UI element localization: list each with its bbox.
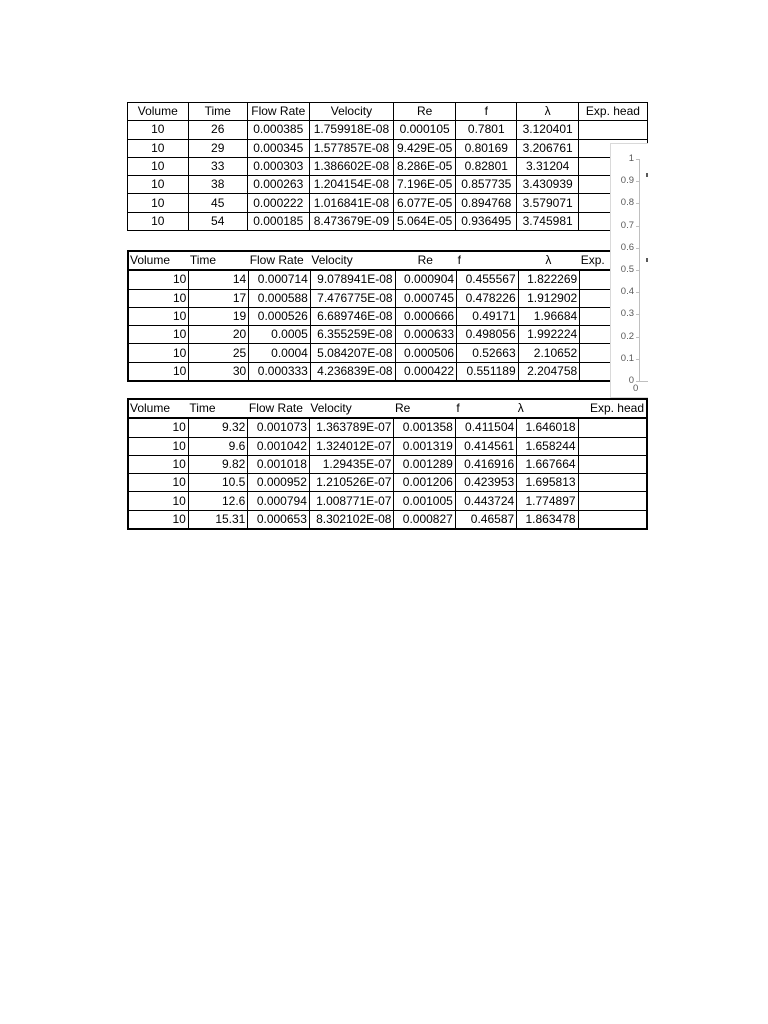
cell-flow-rate[interactable]: 0.001042 xyxy=(248,437,310,455)
header-re: Re xyxy=(394,103,456,121)
cell-flow-rate[interactable]: 0.000588 xyxy=(249,289,311,307)
header-exp-head: Exp. head xyxy=(578,399,647,418)
cell-flow-rate[interactable]: 0.000714 xyxy=(249,270,311,289)
cell-exp-head[interactable] xyxy=(578,418,647,437)
header-lambda: λ xyxy=(517,103,578,121)
y-tick-label: 0.7 xyxy=(620,219,634,231)
table-header-row xyxy=(128,251,647,270)
table-row xyxy=(128,212,648,230)
cell-lambda[interactable]: 3.745981 xyxy=(517,212,578,230)
header-re: Re xyxy=(395,251,457,270)
table-row xyxy=(128,492,647,510)
cell-lambda[interactable]: 2.10652 xyxy=(518,344,580,362)
header-lambda: λ xyxy=(518,251,580,270)
cell-flow-rate[interactable]: 0.000794 xyxy=(248,492,310,510)
cell-velocity[interactable]: 7.476775E-08 xyxy=(310,289,395,307)
y-tick-mark xyxy=(636,314,640,315)
cell-time[interactable]: 26 xyxy=(188,121,247,139)
table-row xyxy=(128,362,647,381)
cell-lambda[interactable]: 1.667664 xyxy=(517,455,578,473)
y-tick-label: 1 xyxy=(628,153,634,164)
cell-flow-rate[interactable]: 0.001018 xyxy=(248,455,310,473)
cell-volume[interactable]: 10 xyxy=(128,492,188,510)
cell-time[interactable]: 29 xyxy=(188,139,247,157)
header-volume: Volume xyxy=(128,103,189,121)
cell-flow-rate[interactable]: 0.000385 xyxy=(247,121,309,139)
header-re: Re xyxy=(394,399,455,418)
y-tick-label: 0.1 xyxy=(620,352,634,364)
cell-time[interactable]: 45 xyxy=(188,194,247,212)
cell-f[interactable]: 0.443724 xyxy=(455,492,516,510)
cell-re[interactable]: 0.000422 xyxy=(395,362,457,381)
cell-volume[interactable]: 10 xyxy=(128,326,189,344)
cell-re[interactable]: 0.000633 xyxy=(395,326,457,344)
cell-lambda[interactable]: 1.912902 xyxy=(518,289,580,307)
cell-re[interactable]: 0.001358 xyxy=(394,418,455,437)
cell-f[interactable]: 0.455567 xyxy=(457,270,519,289)
cell-re[interactable]: 5.064E-05 xyxy=(394,212,456,230)
cell-flow-rate[interactable]: 0.0004 xyxy=(249,344,311,362)
header-time: Time xyxy=(188,399,248,418)
cell-re[interactable]: 0.000506 xyxy=(395,344,457,362)
cell-volume[interactable]: 10 xyxy=(128,362,189,381)
cell-lambda[interactable]: 1.646018 xyxy=(517,418,578,437)
cell-re[interactable]: 0.001005 xyxy=(394,492,455,510)
cell-f[interactable]: 0.416916 xyxy=(455,455,516,473)
cell-re[interactable]: 0.000666 xyxy=(395,307,457,325)
cell-re[interactable]: 6.077E-05 xyxy=(394,194,456,212)
cell-volume[interactable]: 10 xyxy=(128,157,189,175)
table-row xyxy=(128,139,648,157)
y-tick-mark xyxy=(636,181,640,182)
cell-time[interactable]: 9.6 xyxy=(188,437,248,455)
cell-lambda[interactable]: 1.992224 xyxy=(518,326,580,344)
cell-flow-rate[interactable]: 0.000653 xyxy=(248,510,310,529)
header-flow-rate: Flow Rate xyxy=(249,251,311,270)
y-tick-mark xyxy=(636,359,640,360)
table-row xyxy=(128,455,647,473)
cell-f[interactable]: 0.936495 xyxy=(456,212,517,230)
cell-volume[interactable]: 10 xyxy=(128,418,188,437)
header-velocity: Velocity xyxy=(309,399,394,418)
header-time: Time xyxy=(189,251,249,270)
cell-f[interactable]: 0.478226 xyxy=(457,289,519,307)
header-time: Time xyxy=(188,103,247,121)
header-exp: Exp. xyxy=(580,251,647,270)
y-tick-label: 0.2 xyxy=(620,330,634,342)
table-row xyxy=(128,121,648,139)
cell-lambda[interactable]: 3.31204 xyxy=(517,157,578,175)
cell-time[interactable]: 10.5 xyxy=(188,474,248,492)
cell-exp-head[interactable] xyxy=(578,510,647,529)
cell-velocity[interactable]: 1.324012E-07 xyxy=(309,437,394,455)
cell-flow-rate[interactable]: 0.000222 xyxy=(247,194,309,212)
cell-volume[interactable]: 10 xyxy=(128,121,189,139)
cell-volume[interactable]: 10 xyxy=(128,455,188,473)
cell-velocity[interactable]: 1.210526E-07 xyxy=(309,474,394,492)
y-tick-mark xyxy=(636,337,640,338)
table-row xyxy=(128,289,647,307)
table-row xyxy=(128,326,647,344)
cell-velocity[interactable]: 8.473679E-09 xyxy=(309,212,394,230)
header-velocity: Velocity xyxy=(310,251,395,270)
cell-f[interactable]: 0.551189 xyxy=(457,362,519,381)
table-row xyxy=(128,176,648,194)
cell-time[interactable]: 14 xyxy=(189,270,249,289)
cell-time[interactable]: 9.82 xyxy=(188,455,248,473)
cell-time[interactable]: 25 xyxy=(189,344,249,362)
cell-velocity[interactable]: 1.577857E-08 xyxy=(309,139,394,157)
cell-exp-head[interactable] xyxy=(578,492,647,510)
cell-time[interactable]: 9.32 xyxy=(188,418,248,437)
table-row xyxy=(128,418,647,437)
cell-re[interactable]: 8.286E-05 xyxy=(394,157,456,175)
cell-velocity[interactable]: 6.355259E-08 xyxy=(310,326,395,344)
cell-lambda[interactable]: 3.430939 xyxy=(517,176,578,194)
cell-flow-rate[interactable]: 0.000952 xyxy=(248,474,310,492)
cell-volume[interactable]: 10 xyxy=(128,176,189,194)
cell-volume[interactable]: 10 xyxy=(128,194,189,212)
y-tick-label: 0.9 xyxy=(620,175,634,187)
cell-lambda[interactable]: 1.658244 xyxy=(517,437,578,455)
header-volume: Volume xyxy=(128,399,188,418)
y-tick-label: 0.4 xyxy=(620,286,634,298)
cell-volume[interactable]: 10 xyxy=(128,307,189,325)
header-velocity: Velocity xyxy=(309,103,394,121)
y-tick-label: 0 xyxy=(628,375,634,386)
cell-f[interactable]: 0.82801 xyxy=(456,157,517,175)
cell-time[interactable]: 12.6 xyxy=(188,492,248,510)
cell-volume[interactable]: 10 xyxy=(128,270,189,289)
cell-velocity[interactable]: 1.204154E-08 xyxy=(309,176,394,194)
y-tick-mark xyxy=(636,292,640,293)
cell-flow-rate[interactable]: 0.000185 xyxy=(247,212,309,230)
cell-velocity[interactable]: 1.386602E-08 xyxy=(309,157,394,175)
cell-time[interactable]: 30 xyxy=(189,362,249,381)
cell-lambda[interactable]: 1.863478 xyxy=(517,510,578,529)
cell-velocity[interactable]: 1.29435E-07 xyxy=(309,455,394,473)
y-tick-mark xyxy=(636,159,640,160)
cell-re[interactable]: 0.001206 xyxy=(394,474,455,492)
cell-re[interactable]: 0.000827 xyxy=(394,510,455,529)
y-tick-mark xyxy=(636,270,640,271)
cell-flow-rate[interactable]: 0.0005 xyxy=(249,326,311,344)
header-flow-rate: Flow Rate xyxy=(247,103,309,121)
header-lambda: λ xyxy=(517,399,578,418)
cell-volume[interactable]: 10 xyxy=(128,212,189,230)
cell-re[interactable]: 0.000904 xyxy=(395,270,457,289)
table-row xyxy=(128,344,647,362)
cell-flow-rate[interactable]: 0.001073 xyxy=(248,418,310,437)
cell-f[interactable]: 0.46587 xyxy=(455,510,516,529)
cell-re[interactable]: 0.000105 xyxy=(394,121,456,139)
cell-exp-head[interactable] xyxy=(578,121,647,139)
results-table-3 xyxy=(127,398,648,530)
cell-lambda[interactable]: 1.96684 xyxy=(518,307,580,325)
cell-volume[interactable]: 10 xyxy=(128,437,188,455)
table-row xyxy=(128,307,647,325)
table-row xyxy=(128,474,647,492)
cell-velocity[interactable]: 1.759918E-08 xyxy=(309,121,394,139)
cell-f[interactable]: 0.498056 xyxy=(457,326,519,344)
cell-time[interactable]: 54 xyxy=(188,212,247,230)
cell-f[interactable]: 0.52663 xyxy=(457,344,519,362)
cell-velocity[interactable]: 8.302102E-08 xyxy=(309,510,394,529)
cell-f[interactable]: 0.411504 xyxy=(455,418,516,437)
cell-re[interactable]: 0.001289 xyxy=(394,455,455,473)
cell-f[interactable]: 0.80169 xyxy=(456,139,517,157)
y-tick-label: 0.3 xyxy=(620,308,634,320)
cell-re[interactable]: 7.196E-05 xyxy=(394,176,456,194)
cell-f[interactable]: 0.7801 xyxy=(456,121,517,139)
cell-velocity[interactable]: 9.078941E-08 xyxy=(310,270,395,289)
cell-velocity[interactable]: 6.689746E-08 xyxy=(310,307,395,325)
cell-volume[interactable]: 10 xyxy=(128,344,189,362)
cell-f[interactable]: 0.414561 xyxy=(455,437,516,455)
cell-volume[interactable]: 10 xyxy=(128,289,189,307)
header-flow-rate: Flow Rate xyxy=(248,399,310,418)
y-tick-mark xyxy=(636,203,640,204)
cell-exp-head[interactable] xyxy=(578,437,647,455)
cell-time[interactable]: 33 xyxy=(188,157,247,175)
cell-lambda[interactable]: 1.695813 xyxy=(517,474,578,492)
cell-flow-rate[interactable]: 0.000345 xyxy=(247,139,309,157)
cell-re[interactable]: 9.429E-05 xyxy=(394,139,456,157)
results-table-1 xyxy=(127,102,648,231)
cell-time[interactable]: 15.31 xyxy=(188,510,248,529)
y-tick-mark xyxy=(636,381,640,382)
cell-lambda[interactable]: 3.579071 xyxy=(517,194,578,212)
cell-volume[interactable]: 10 xyxy=(128,474,188,492)
cell-time[interactable]: 38 xyxy=(188,176,247,194)
cell-velocity[interactable]: 5.084207E-08 xyxy=(310,344,395,362)
cell-velocity[interactable]: 1.016841E-08 xyxy=(309,194,394,212)
data-point-marker xyxy=(646,258,648,262)
cell-re[interactable]: 0.000745 xyxy=(395,289,457,307)
cell-volume[interactable]: 10 xyxy=(128,139,189,157)
y-tick-label: 0.6 xyxy=(620,241,634,253)
header-f: f xyxy=(455,399,516,418)
cell-f[interactable]: 0.894768 xyxy=(456,194,517,212)
cell-velocity[interactable]: 1.008771E-07 xyxy=(309,492,394,510)
header-exp-head: Exp. head xyxy=(578,103,647,121)
cell-flow-rate[interactable]: 0.000303 xyxy=(247,157,309,175)
cell-time[interactable]: 17 xyxy=(189,289,249,307)
y-tick-label: 0.5 xyxy=(620,264,634,275)
cell-lambda[interactable]: 1.822269 xyxy=(518,270,580,289)
table-header-row xyxy=(128,103,648,121)
table-row xyxy=(128,437,647,455)
cell-lambda[interactable]: 1.774897 xyxy=(517,492,578,510)
x-axis xyxy=(639,381,648,382)
table-header-row xyxy=(128,399,647,418)
cell-lambda[interactable]: 3.206761 xyxy=(517,139,578,157)
cell-f[interactable]: 0.857735 xyxy=(456,176,517,194)
cell-flow-rate[interactable]: 0.000263 xyxy=(247,176,309,194)
chart-fragment xyxy=(610,143,648,398)
cell-exp-head[interactable] xyxy=(578,455,647,473)
y-tick-label: 0.8 xyxy=(620,197,634,209)
cell-velocity[interactable]: 4.236839E-08 xyxy=(310,362,395,381)
cell-velocity[interactable]: 1.363789E-07 xyxy=(309,418,394,437)
header-volume: Volume xyxy=(128,251,189,270)
cell-flow-rate[interactable]: 0.000333 xyxy=(249,362,311,381)
cell-re[interactable]: 0.001319 xyxy=(394,437,455,455)
cell-time[interactable]: 19 xyxy=(189,307,249,325)
cell-volume[interactable]: 10 xyxy=(128,510,188,529)
y-tick-mark xyxy=(636,226,640,227)
cell-time[interactable]: 20 xyxy=(189,326,249,344)
y-tick-mark xyxy=(636,248,640,249)
header-f: f xyxy=(457,251,519,270)
cell-lambda[interactable]: 2.204758 xyxy=(518,362,580,381)
table-row xyxy=(128,157,648,175)
results-table-2 xyxy=(127,250,648,382)
cell-f[interactable]: 0.49171 xyxy=(457,307,519,325)
table-row xyxy=(128,510,647,529)
cell-lambda[interactable]: 3.120401 xyxy=(517,121,578,139)
cell-exp-head[interactable] xyxy=(578,474,647,492)
header-f: f xyxy=(456,103,517,121)
cell-f[interactable]: 0.423953 xyxy=(455,474,516,492)
table-row xyxy=(128,194,648,212)
data-point-marker xyxy=(646,173,648,177)
cell-flow-rate[interactable]: 0.000526 xyxy=(249,307,311,325)
table-row xyxy=(128,270,647,289)
x-tick-label: 0 xyxy=(633,383,639,394)
